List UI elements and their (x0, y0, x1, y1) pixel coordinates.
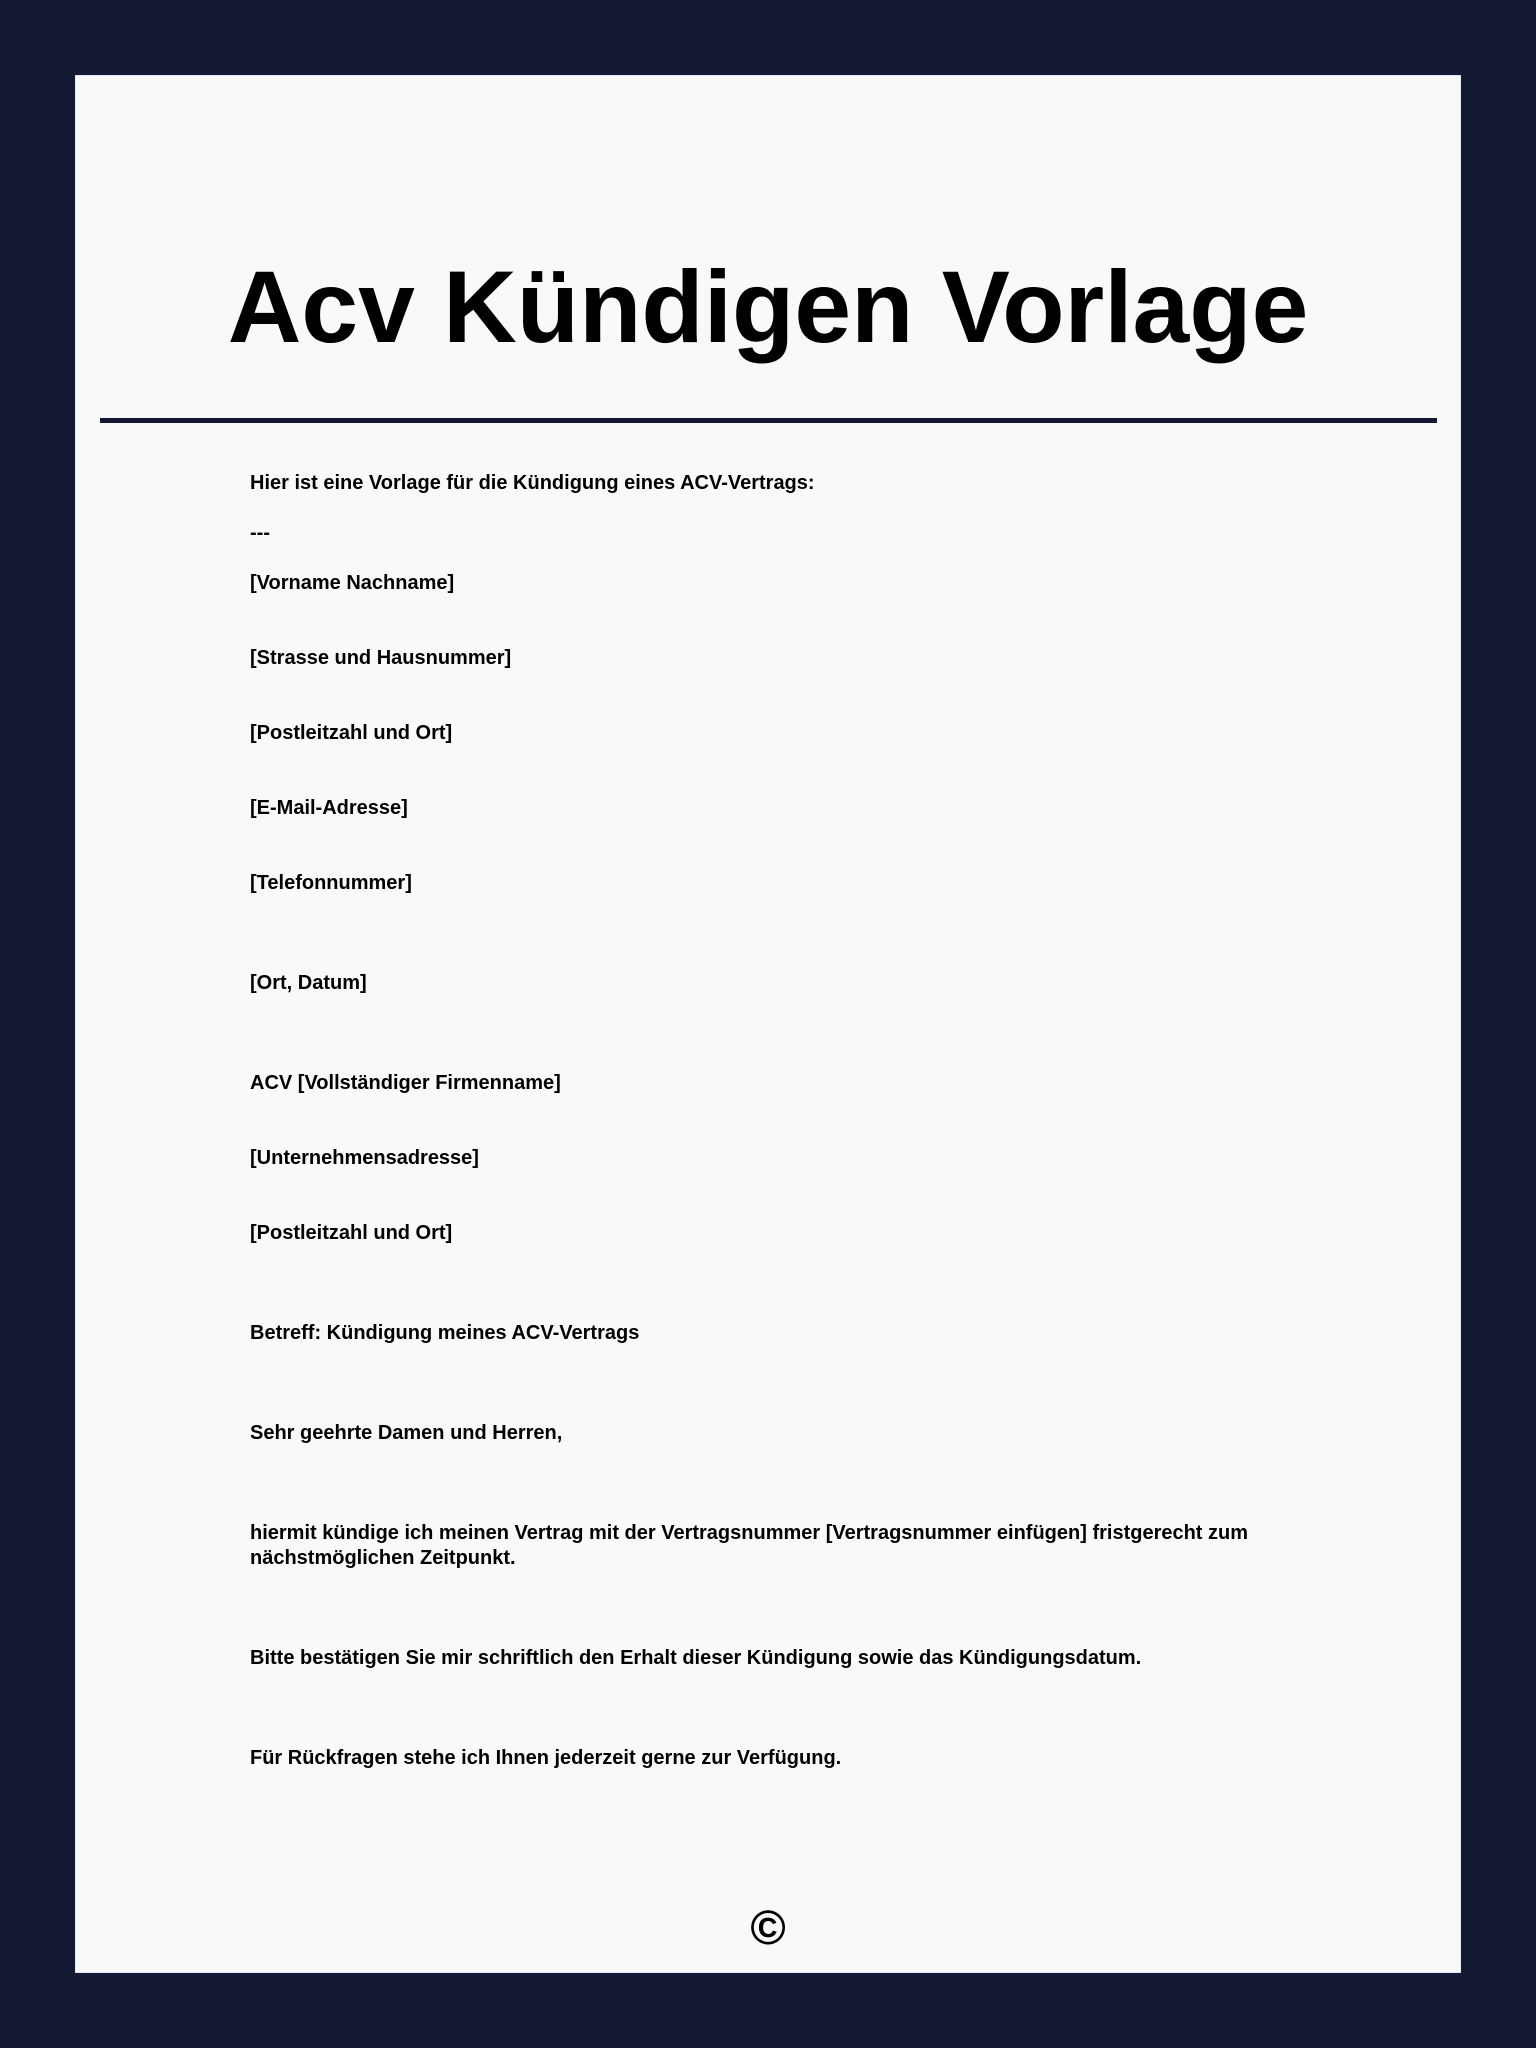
sender-block (250, 571, 1290, 896)
place-date: [Ort, Datum] (250, 972, 367, 994)
page-title: Acv Kündigen Vorlage (227, 250, 1309, 364)
body-paragraph-termination: hiermit kündige ich meinen Vertrag mit der Vertragsnummer [Vertragsnummer einfügen] fristgerecht zum nächstmöglichen Zeitpunkt. (250, 1522, 1249, 1569)
sender-email: [E-Mail-Adresse] (250, 797, 408, 819)
recipient-block (250, 1071, 1290, 1246)
document-card (75, 75, 1461, 1973)
salutation: Sehr geehrte Damen und Herren, (250, 1422, 563, 1444)
sender-postal-city: [Postleitzahl und Ort] (250, 722, 453, 744)
letter-content (250, 471, 1290, 1771)
title-divider (100, 418, 1437, 423)
subject-line: Betreff: Kündigung meines ACV-Vertrags (250, 1322, 640, 1344)
recipient-company: ACV [Vollständiger Firmenname] (250, 1072, 561, 1094)
copyright-icon: © (750, 1902, 786, 1955)
separator-text: --- (250, 522, 270, 544)
sender-phone: [Telefonnummer] (250, 872, 412, 894)
recipient-address: [Unternehmensadresse] (250, 1147, 479, 1169)
body-paragraph-contact: Für Rückfragen stehe ich Ihnen jederzeit gerne zur Verfügung. (250, 1747, 842, 1769)
intro-text: Hier ist eine Vorlage für die Kündigung eines ACV-Vertrags: (250, 472, 815, 494)
sender-street: [Strasse und Hausnummer] (250, 647, 512, 669)
recipient-postal-city: [Postleitzahl und Ort] (250, 1222, 453, 1244)
sender-name: [Vorname Nachname] (250, 572, 455, 594)
body-paragraph-confirmation: Bitte bestätigen Sie mir schriftlich den Erhalt dieser Kündigung sowie das Kündigungsdatum. (250, 1647, 1142, 1669)
